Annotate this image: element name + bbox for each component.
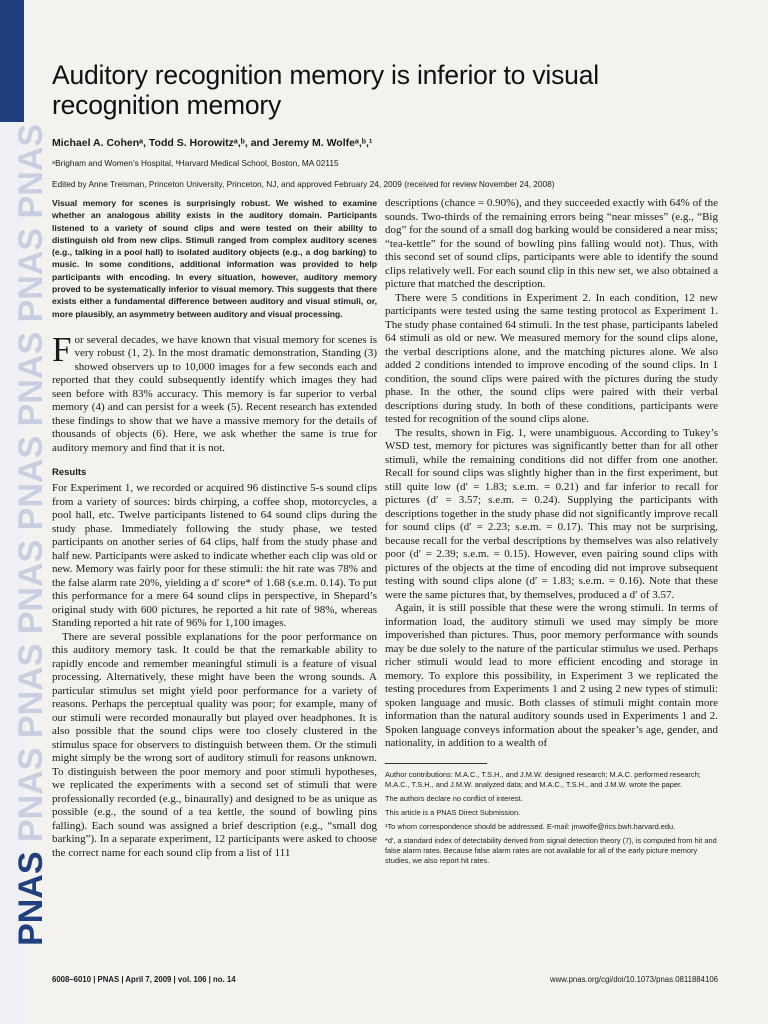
body-paragraph: There are several possible explanations for the poor performance on this auditory memory task. It could be that the remarkable ability to rapidly encode and remember meaningful stimuli is a feature of visual processing. Alternatively, these might have been the wrong sounds. A particular stimulus set might yield poor performance for a variety of reasons. Perhaps the perceptual quality was poor; for example, many of our stimuli were recorded monaurally but played over headphones. It is also possible that the sound clips were too closely clustered in the stimulus space for observers to distinguish between them. Or the stimuli might simply be the wrong sort of auditory stimuli for reasons unknown. To distinguish between the poor memory and poor stimuli hypotheses, we replicated the experiments with a second set of stimuli that were professionally recorded (e.g., binaurally) and designed to be as unique as possible (e.g., the sound of a tea kettle, the sound of bowling pins falling). Each sound was assigned a brief description (e.g., “small dog barking”). In a separate experiment, 12 participants were asked to choose the correct name for each sound clip from a list of 111 [52,630,377,859]
results-heading: Results [52,467,87,479]
article-columns [52,197,718,937]
footnote-divider [385,763,487,764]
article-title: Auditory recognition memory is inferior to visual recognition memory [52,60,599,120]
footnote: *d′, a standard index of detectability derived from signal detection theory (7), is computed from hit and false alarm rates. Because false alarm rates are not available for all of the early picture memory studies, we also report hit rates. [385,835,717,865]
intro-paragraph [52,329,377,456]
doi-link[interactable]: www.pnas.org/cgi/doi/10.1073/pnas.0811884106 [549,975,718,984]
footnote: The authors declare no conflict of interest. [385,793,523,803]
journal-sidebar [0,0,50,1024]
body-paragraph: descriptions (chance = 0.90%), and they succeeded exactly with 64% of the sounds. Two-thirds of the remaining errors being “near misses” (e.g., “Big dog” for the sound of a small dog barking would be considered a near miss; “tea-kettle” for the sound of bowling pins falling would not). Thus, with this second set of sound clips, participants were able to identify the sound clips relatively well. For each sound clip in this new set, we also obtained a picture that matched the description. [385,197,718,290]
sidebar-mark: PNAS [12,747,50,842]
author-list: Michael A. Cohenᵃ, Todd S. Horowitzᵃ,ᵇ, and Jeremy M. Wolfeᵃ,ᵇ,¹ [52,137,373,149]
left-column [52,197,377,860]
abstract: Visual memory for scenes is surprisingly robust. We wished to examine whether an analogous ability exists in the auditory domain. Participants listened to a variety of sound clips and were tested on their ability to distinguish old from new clips. Stimuli ranged from complex auditory scenes (e.g., talking in a pool hall) to isolated auditory objects (e.g., a dog barking) to music. In some conditions, additional information was provided to help participants with encoding. In every situation, however, auditory memory proved to be systematically inferior to visual memory. This suggests that there exists either a fundamental difference between auditory and visual stimuli, or, more plausibly, an asymmetry between auditory and visual processing. [52,198,377,319]
sidebar-mark: PNAS [12,227,50,323]
body-paragraph: The results, shown in Fig. 1, were unambiguous. According to Tukey’s WSD test, memory for pictures was significantly better than for all other stimuli, while the remaining conditions did not differ from one another. Recall for sound clips was slightly higher than in the first experiment, but still quite low (d′ = 1.83; s.e.m. = 0.21) and far inferior to recall for pictures (d′ = 3.57; s.e.m. = 0.24). Supplying the participants with descriptions together in the study phase did not significantly improve recall for sound clips (d′ = 2.23; s.e.m. = 0.17). This may not be surprising, because recall for the verbal descriptions by themselves was also relatively poor (d′ = 2.39; s.e.m. = 0.15). However, even pairing sound clips with pictures of the objects at the time of encoding did not improve subsequent testing with sound clips alone (d′ = 1.83; s.e.m. = 0.16). Note that these were the same pictures that, by themselves, produced a d′ of 3.57. [385,426,718,601]
footnote: Author contributions: M.A.C., T.S.H., and J.M.W. designed research; M.A.C. performed research; M.A.C., T.S.H., and J.M.W. analyzed data; and M.A.C., T.S.H., and J.M.W. wrote the paper. [385,769,701,789]
sidebar-mark: PNAS [12,851,50,946]
citation-line: 6008–6010 | PNAS | April 7, 2009 | vol. 106 | no. 14 [52,975,236,984]
body-paragraph: There were 5 conditions in Experiment 2. In each condition, 12 new participants were tested using the same testing protocol as Experiment 1. The study phase contained 64 stimuli. In the test phase, participants labeled 64 stimuli as old or new. We measured memory for the sound clips alone, the verbal descriptions alone, and the matching pictures alone. We also added 2 conditions intended to improve encoding of the sound clips. In 1 condition, the sound clips were paired with the pictures during the study phase. In the other, the sound clips were paired with their verbal descriptions during study. In both of these conditions, participants were tested for recognition of the sound clips alone. [385,291,718,425]
sidebar-mark: PNAS [12,331,50,427]
sidebar-color-bar [0,0,24,122]
sidebar-mark: PNAS [12,539,50,635]
sidebar-watermark [0,124,50,946]
right-column [385,197,718,870]
drop-cap: F [52,329,72,369]
affiliations: ᵃBrigham and Women’s Hospital, ᵇHarvard Medical School, Boston, MA 02115 [52,158,339,168]
footnote: ¹To whom correspondence should be addressed. E-mail: jmwolfe@rics.bwh.harvard.edu. [385,821,676,831]
body-paragraph: For Experiment 1, we recorded or acquired 96 distinctive 5-s sound clips from a variety of sources: birds chirping, a coffee shop, motorcycles, a pool hall, etc. Twelve participants listened to 64 sound clips during the study phase. Immediately following the study phase, we tested participants on another series of 64 clips, half from the study phase and half new. Participants were asked to indicate whether each clip was old or new. Memory was fairly poor for these stimuli: the hit rate was 78% and the false alarm rate 20%, yielding a d′ score* of 1.68 (s.e.m. 0.14). To put this performance for a mere 64 sound clips in perspective, in Shepard’s original study with 600 pictures, he reported a hit rate of 98%, whereas Standing reported a hit rate of 96% for 1,100 images. [52,482,377,630]
footnote: This article is a PNAS Direct Submission. [385,807,521,817]
sidebar-mark: PNAS [12,435,50,531]
intro-text: or several decades, we have known that visual memory for scenes is very robust (1, 2). In the most dramatic demonstration, Standing (3) showed observers up to 10,000 images for a few seconds each and reported that they could subsequently identify which images they had seen before with 83% accuracy. This memory is far superior to verbal memory (4) and can persist for a week (5). Recent research has extended these findings to show that we have a massive memory for the details of thousands of objects (6). Here, we ask whether the same is true for auditory memory and find that it is not. [52,333,377,454]
sidebar-mark: PNAS [12,643,50,739]
article-page [52,60,718,865]
sidebar-mark: PNAS [12,124,50,219]
edited-by-line: Edited by Anne Treisman, Princeton University, Princeton, NJ, and approved February 24, 2009 (received for review November 24, 2008) [52,179,555,189]
body-paragraph: Again, it is still possible that these were the wrong stimuli. In terms of information load, the auditory stimuli we used may simply be more impoverished than pictures. Thus, poor memory performance with sounds may be due solely to the nature of the particular stimulus we used. Perhaps richer stimuli would lead to more efficient encoding and storage in memory. To explore this possibility, in Experiment 3 we replicated the testing procedures from Experiments 1 and 2 using 2 new types of stimuli: spoken language and music. Both classes of stimuli might contain more information than the natural auditory sounds used in Experiments 1 and 2. Spoken language conveys information about the speaker’s age, gender, and nationality, in addition to a wealth of [385,602,718,749]
